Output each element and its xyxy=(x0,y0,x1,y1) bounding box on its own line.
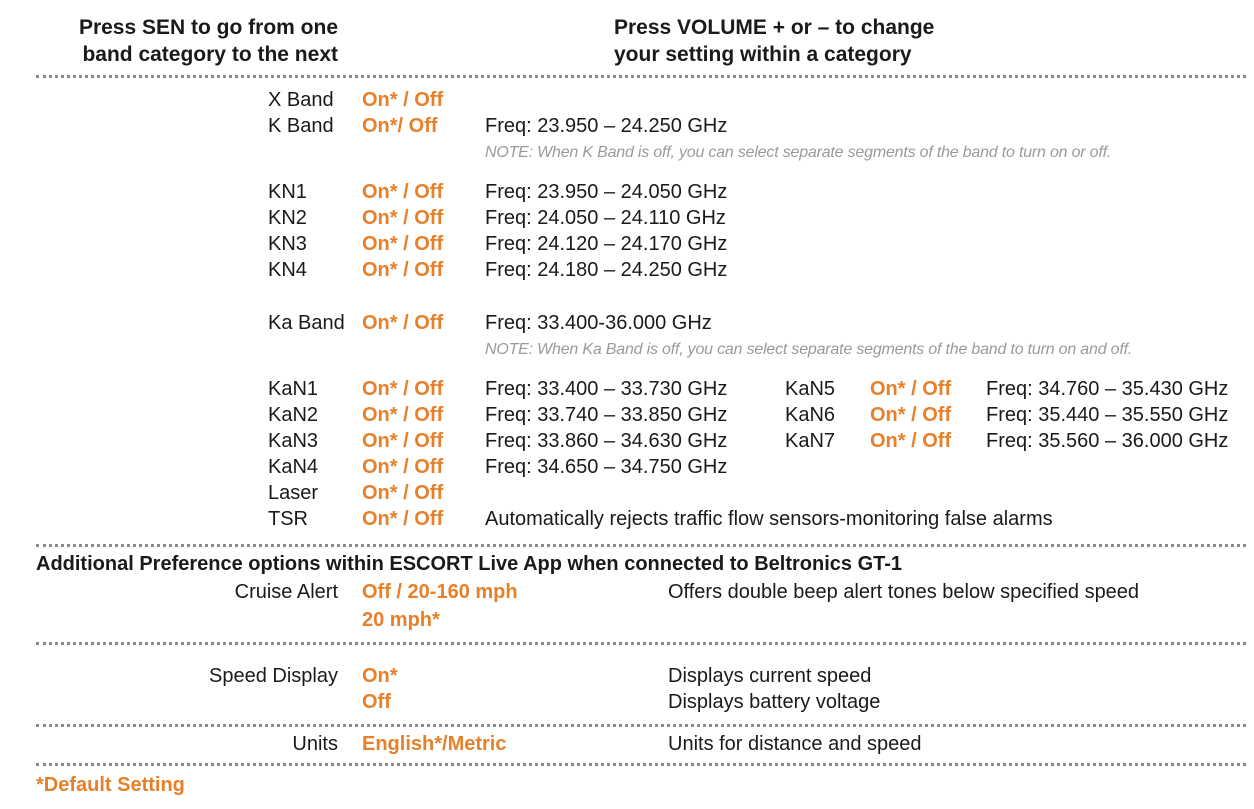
kan4-value: On* / Off xyxy=(362,456,444,478)
kan3-label: KaN3 xyxy=(268,430,319,452)
kan1-value: On* / Off xyxy=(362,378,444,400)
kan1-freq: Freq: 33.400 – 33.730 GHz xyxy=(485,378,728,400)
kan5-value: On* / Off xyxy=(870,378,952,400)
kan6-label: KaN6 xyxy=(785,404,836,426)
tsr-description: Automatically rejects traffic flow sensors-monitoring false alarms xyxy=(485,508,1053,530)
tsr-label: TSR xyxy=(268,508,308,530)
speed-display-desc-off: Displays battery voltage xyxy=(668,691,881,713)
tsr-value: On* / Off xyxy=(362,508,444,530)
units-description: Units for distance and speed xyxy=(668,733,922,755)
kn1-value: On* / Off xyxy=(362,181,444,203)
kan2-label: KaN2 xyxy=(268,404,319,426)
ka-band-freq: Freq: 33.400-36.000 GHz xyxy=(485,312,712,334)
kan2-value: On* / Off xyxy=(362,404,444,426)
kn2-freq: Freq: 24.050 – 24.110 GHz xyxy=(485,207,726,229)
ka-band-value: On* / Off xyxy=(362,312,444,334)
kan5-freq: Freq: 34.760 – 35.430 GHz xyxy=(986,378,1229,400)
k-band-freq: Freq: 23.950 – 24.250 GHz xyxy=(485,115,728,137)
additional-title: Additional Preference options within ESCORT Live App when connected to Beltronics GT-1 xyxy=(36,553,903,575)
divider xyxy=(36,763,1246,766)
cruise-alert-description: Offers double beep alert tones below specified speed xyxy=(668,581,1140,603)
kn2-value: On* / Off xyxy=(362,207,444,229)
header-right-line1: Press VOLUME + or – to change xyxy=(614,16,935,39)
laser-label: Laser xyxy=(268,482,319,504)
kan5-label: KaN5 xyxy=(785,378,836,400)
header-right-line2: your setting within a category xyxy=(614,43,912,66)
ka-band-label: Ka Band xyxy=(268,312,345,334)
header-left-line2: band category to the next xyxy=(82,43,338,66)
speed-display-on: On* xyxy=(362,665,398,687)
k-band-note: NOTE: When K Band is off, you can select separate segments of the band to turn on or off. xyxy=(485,144,1112,161)
kan3-freq: Freq: 33.860 – 34.630 GHz xyxy=(485,430,728,452)
kan4-label: KaN4 xyxy=(268,456,319,478)
kn3-value: On* / Off xyxy=(362,233,444,255)
k-band-value: On*/ Off xyxy=(362,115,438,137)
kan6-value: On* / Off xyxy=(870,404,952,426)
kan2-freq: Freq: 33.740 – 33.850 GHz xyxy=(485,404,728,426)
divider xyxy=(36,724,1246,727)
kn3-label: KN3 xyxy=(268,233,307,255)
kan7-value: On* / Off xyxy=(870,430,952,452)
kn1-label: KN1 xyxy=(268,181,307,203)
kan7-label: KaN7 xyxy=(785,430,836,452)
kan6-freq: Freq: 35.440 – 35.550 GHz xyxy=(986,404,1229,426)
divider xyxy=(36,544,1246,547)
cruise-alert-label: Cruise Alert xyxy=(234,581,338,603)
kan7-freq: Freq: 35.560 – 36.000 GHz xyxy=(986,430,1229,452)
kn2-label: KN2 xyxy=(268,207,307,229)
speed-display-off: Off xyxy=(362,691,391,713)
x-band-value: On* / Off xyxy=(362,89,444,111)
kn3-freq: Freq: 24.120 – 24.170 GHz xyxy=(485,233,728,255)
laser-value: On* / Off xyxy=(362,482,444,504)
k-band-label: K Band xyxy=(268,115,334,137)
x-band-label: X Band xyxy=(268,89,334,111)
speed-display-desc-on: Displays current speed xyxy=(668,665,872,687)
divider xyxy=(36,642,1246,645)
default-setting-note: *Default Setting xyxy=(36,774,185,796)
units-label: Units xyxy=(292,733,338,755)
kn4-value: On* / Off xyxy=(362,259,444,281)
units-value: English*/Metric xyxy=(362,733,507,755)
cruise-alert-value: Off / 20-160 mph xyxy=(362,581,518,603)
kan4-freq: Freq: 34.650 – 34.750 GHz xyxy=(485,456,728,478)
speed-display-label: Speed Display xyxy=(209,665,338,687)
kn1-freq: Freq: 23.950 – 24.050 GHz xyxy=(485,181,728,203)
header-left-line1: Press SEN to go from one xyxy=(78,16,338,39)
ka-band-note: NOTE: When Ka Band is off, you can select separate segments of the band to turn on and off. xyxy=(485,341,1133,358)
divider xyxy=(36,75,1246,78)
kn4-label: KN4 xyxy=(268,259,307,281)
cruise-alert-default: 20 mph* xyxy=(362,609,440,631)
kn4-freq: Freq: 24.180 – 24.250 GHz xyxy=(485,259,728,281)
kan3-value: On* / Off xyxy=(362,430,444,452)
kan1-label: KaN1 xyxy=(268,378,319,400)
